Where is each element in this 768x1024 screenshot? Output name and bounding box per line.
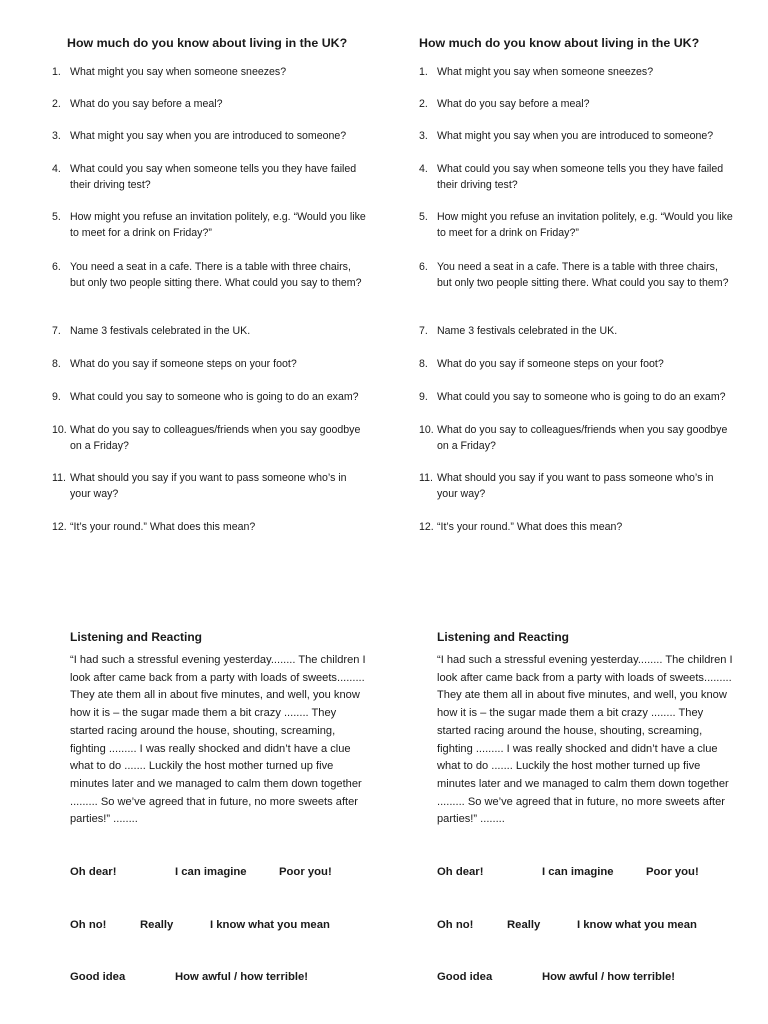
question-item bbox=[419, 356, 734, 372]
question-text: “It’s your round.” What does this mean? bbox=[70, 521, 256, 533]
listening-title: Listening and Reacting bbox=[70, 630, 203, 644]
question-number: 4. bbox=[52, 163, 61, 175]
question-number: 2. bbox=[52, 98, 61, 110]
worksheet-copy-left bbox=[0, 0, 370, 1024]
worksheet-copy-right bbox=[367, 0, 737, 1024]
question-item bbox=[419, 128, 734, 144]
question-number: 9. bbox=[52, 391, 61, 403]
phrase-i-know-what-you-mean: I know what you mean bbox=[577, 919, 697, 931]
question-item bbox=[419, 470, 734, 502]
question-text: How might you refuse an invitation politely, e.g. “Would you like to meet for a drink on Friday?” bbox=[70, 211, 366, 239]
question-number: 11. bbox=[52, 472, 66, 484]
quiz-title: How much do you know about living in the UK? bbox=[419, 36, 700, 50]
listening-text: “I had such a stressful evening yesterday........ The children I look after came back from a party with loads of sweets......... They ate them all in about five minutes, and well, you know how it is – the sugar made them a bit crazy ........ They started racing around the house, shouting, screaming, fighting ......... I was really shocked and didn’t have a clue what to do ....... Luckily the host mother turned up five minutes later and we managed to calm them down together ......... So we’ve agreed that in future, no more sweets after parties!” ........ bbox=[70, 654, 366, 826]
question-number: 3. bbox=[52, 130, 61, 142]
phrase-oh-no: Oh no! bbox=[437, 919, 474, 931]
phrase-really: Really bbox=[140, 919, 174, 931]
question-item bbox=[419, 64, 734, 80]
question-text: Name 3 festivals celebrated in the UK. bbox=[70, 325, 251, 337]
question-number: 1. bbox=[419, 66, 428, 78]
question-number: 7. bbox=[419, 325, 428, 337]
question-number: 10. bbox=[52, 424, 67, 436]
listening-text: “I had such a stressful evening yesterday........ The children I look after came back from a party with loads of sweets......... They ate them all in about five minutes, and well, you know how it is – the sugar made them a bit crazy ........ They started racing around the house, shouting, screaming, fighting ......... I was really shocked and didn’t have a clue what to do ....... Luckily the host mother turned up five minutes later and we managed to calm them down together ......... So we’ve agreed that in future, no more sweets after parties!” ........ bbox=[437, 654, 733, 826]
question-number: 12. bbox=[52, 521, 67, 533]
question-number: 9. bbox=[419, 391, 428, 403]
question-text: What do you say before a meal? bbox=[437, 98, 590, 110]
question-item bbox=[52, 209, 367, 241]
question-number: 11. bbox=[419, 472, 433, 484]
question-item bbox=[52, 323, 367, 339]
question-text: What should you say if you want to pass someone who’s in your way? bbox=[70, 472, 347, 500]
question-item bbox=[52, 259, 367, 291]
phrase-i-can-imagine: I can imagine bbox=[542, 866, 614, 878]
question-number: 8. bbox=[52, 358, 61, 370]
phrase-i-can-imagine: I can imagine bbox=[175, 866, 247, 878]
phrase-poor-you: Poor you! bbox=[279, 866, 332, 878]
phrase-really: Really bbox=[507, 919, 541, 931]
phrase-oh-dear: Oh dear! bbox=[70, 866, 117, 878]
question-text: “It’s your round.” What does this mean? bbox=[437, 521, 623, 533]
question-text: What could you say to someone who is going to do an exam? bbox=[437, 391, 726, 403]
phrase-i-know-what-you-mean: I know what you mean bbox=[210, 919, 330, 931]
question-text: What do you say to colleagues/friends when you say goodbye on a Friday? bbox=[70, 424, 361, 452]
question-item bbox=[52, 161, 367, 193]
question-number: 3. bbox=[419, 130, 428, 142]
quiz-title: How much do you know about living in the UK? bbox=[67, 36, 348, 50]
question-text: What do you say if someone steps on your foot? bbox=[70, 358, 297, 370]
question-item bbox=[419, 422, 734, 454]
question-number: 10. bbox=[419, 424, 434, 436]
question-text: What could you say when someone tells you they have failed their driving test? bbox=[437, 163, 724, 191]
question-item bbox=[52, 64, 367, 80]
question-item bbox=[419, 389, 734, 405]
phrase-good-idea: Good idea bbox=[437, 971, 493, 983]
question-item bbox=[419, 161, 734, 193]
question-text: How might you refuse an invitation politely, e.g. “Would you like to meet for a drink on Friday?” bbox=[437, 211, 733, 239]
question-number: 6. bbox=[419, 261, 428, 273]
question-text: What should you say if you want to pass someone who’s in your way? bbox=[437, 472, 714, 500]
question-text: What might you say when someone sneezes? bbox=[70, 66, 287, 78]
question-number: 5. bbox=[419, 211, 428, 223]
question-number: 8. bbox=[419, 358, 428, 370]
phrase-poor-you: Poor you! bbox=[646, 866, 699, 878]
phrase-oh-dear: Oh dear! bbox=[437, 866, 484, 878]
phrase-good-idea: Good idea bbox=[70, 971, 126, 983]
question-number: 5. bbox=[52, 211, 61, 223]
question-number: 6. bbox=[52, 261, 61, 273]
question-number: 12. bbox=[419, 521, 434, 533]
phrase-oh-no: Oh no! bbox=[70, 919, 107, 931]
question-item bbox=[52, 128, 367, 144]
question-text: What could you say when someone tells you they have failed their driving test? bbox=[70, 163, 357, 191]
question-item bbox=[419, 323, 734, 339]
question-item bbox=[52, 519, 367, 535]
question-number: 7. bbox=[52, 325, 61, 337]
question-item bbox=[419, 519, 734, 535]
question-item bbox=[52, 356, 367, 372]
question-text: What do you say to colleagues/friends when you say goodbye on a Friday? bbox=[437, 424, 728, 452]
question-item bbox=[52, 96, 367, 112]
question-number: 1. bbox=[52, 66, 61, 78]
listening-title: Listening and Reacting bbox=[437, 630, 570, 644]
question-number: 4. bbox=[419, 163, 428, 175]
question-number: 2. bbox=[419, 98, 428, 110]
phrase-how-awful: How awful / how terrible! bbox=[175, 971, 309, 983]
question-item bbox=[52, 389, 367, 405]
question-text: What might you say when someone sneezes? bbox=[437, 66, 654, 78]
question-text: What might you say when you are introduced to someone? bbox=[70, 130, 347, 142]
question-item bbox=[419, 96, 734, 112]
question-item bbox=[419, 259, 734, 291]
question-item bbox=[52, 470, 367, 502]
question-text: Name 3 festivals celebrated in the UK. bbox=[437, 325, 618, 337]
question-item bbox=[52, 422, 367, 454]
phrase-how-awful: How awful / how terrible! bbox=[542, 971, 676, 983]
question-text: What could you say to someone who is going to do an exam? bbox=[70, 391, 359, 403]
question-text: What do you say if someone steps on your foot? bbox=[437, 358, 664, 370]
question-text: What might you say when you are introduced to someone? bbox=[437, 130, 714, 142]
question-text: What do you say before a meal? bbox=[70, 98, 223, 110]
question-text: You need a seat in a cafe. There is a table with three chairs, but only two people sitting there. What could you say to them? bbox=[70, 261, 362, 289]
question-item bbox=[419, 209, 734, 241]
question-text: You need a seat in a cafe. There is a table with three chairs, but only two people sitting there. What could you say to them? bbox=[437, 261, 729, 289]
